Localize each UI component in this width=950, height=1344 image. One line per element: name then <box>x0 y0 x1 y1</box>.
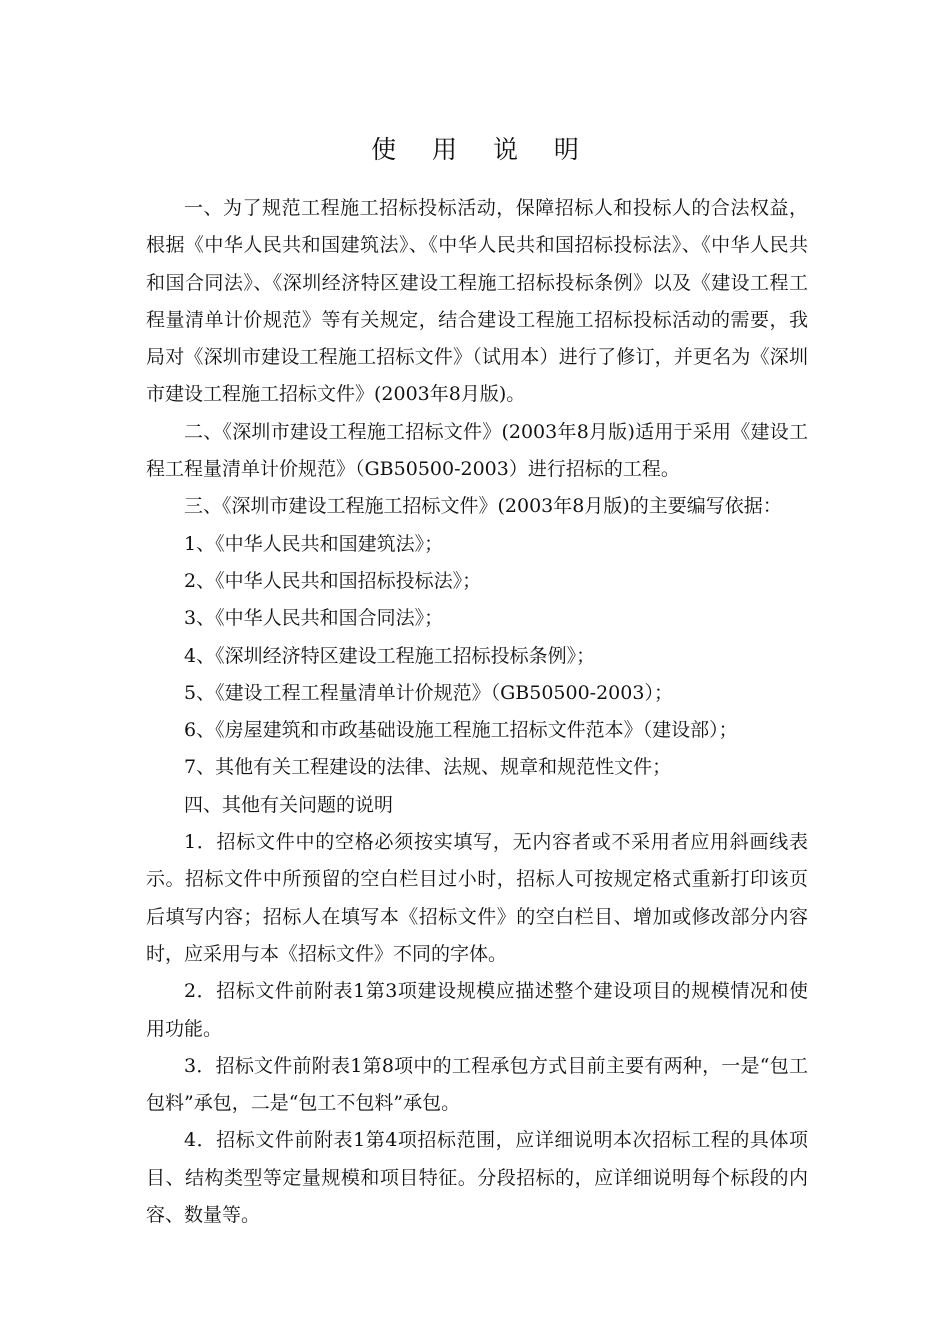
basis-item-2: 2、《中华人民共和国招标投标法》； <box>184 569 482 592</box>
basis-item-4: 4、《深圳经济特区建设工程施工招标投标条例》； <box>184 644 596 667</box>
note-item-2: 2．招标文件前附表1第3项建设规模应描述整个建设项目的规模情况和使用功能。 <box>146 980 808 1040</box>
section-heading-4: 四、其他有关问题的说明 <box>184 793 394 816</box>
note-item-3: 3．招标文件前附表1第8项中的工程承包方式目前主要有两种，一是“包工包料”承包，二是“包工不包料”承包。 <box>146 1054 808 1115</box>
document-body <box>146 190 808 1234</box>
basis-item-3: 3、《中华人民共和国合同法》； <box>184 607 444 630</box>
paragraph-1: 一、为了规范工程施工招标投标活动，保障招标人和投标人的合法权益，根据《中华人民共和国建筑法》、《中华人民共和国招标投标法》、《中华人民共和国合同法》、《深圳经济特区建设工程施工招标投标条例》以及《建设工程工程量清单计价规范》等有关规定，结合建设工程施工招标投标活动的需要，我局对《深圳市建设工程施工招标文件》（试用本）进行了修订，并更名为《深圳市建设工程施工招标文件》(2003年8月版)。 <box>146 197 808 406</box>
paragraph-3: 三、《深圳市建设工程施工招标文件》(2003年8月版)的主要编写依据： <box>184 495 782 518</box>
page-title: 使 用 说 明 <box>371 135 593 164</box>
basis-item-6: 6、《房屋建筑和市政基础设施工程施工招标文件范本》（建设部）； <box>184 719 738 742</box>
basis-item-7: 7、其他有关工程建设的法律、法规、规章和规范性文件； <box>184 756 672 779</box>
note-item-1: 1．招标文件中的空格必须按实填写，无内容者或不采用者应用斜画线表示。招标文件中所预留的空白栏目过小时，招标人可按规定格式重新打印该页后填写内容；招标人在填写本《招标文件》的空白栏目、增加或修改部分内容时，应采用与本《招标文件》不同的字体。 <box>146 831 808 965</box>
note-item-4: 4．招标文件前附表1第4项招标范围，应详细说明本次招标工程的具体项目、结构类型等定量规模和项目特征。分段招标的，应详细说明每个标段的内容、数量等。 <box>146 1129 808 1227</box>
basis-item-1: 1、《中华人民共和国建筑法》； <box>184 532 444 555</box>
paragraph-2: 二、《深圳市建设工程施工招标文件》(2003年8月版)适用于采用《建设工程工程量清单计价规范》（GB50500-2003）进行招标的工程。 <box>146 420 808 481</box>
basis-item-5: 5、《建设工程工程量清单计价规范》（GB50500-2003）； <box>184 681 673 704</box>
